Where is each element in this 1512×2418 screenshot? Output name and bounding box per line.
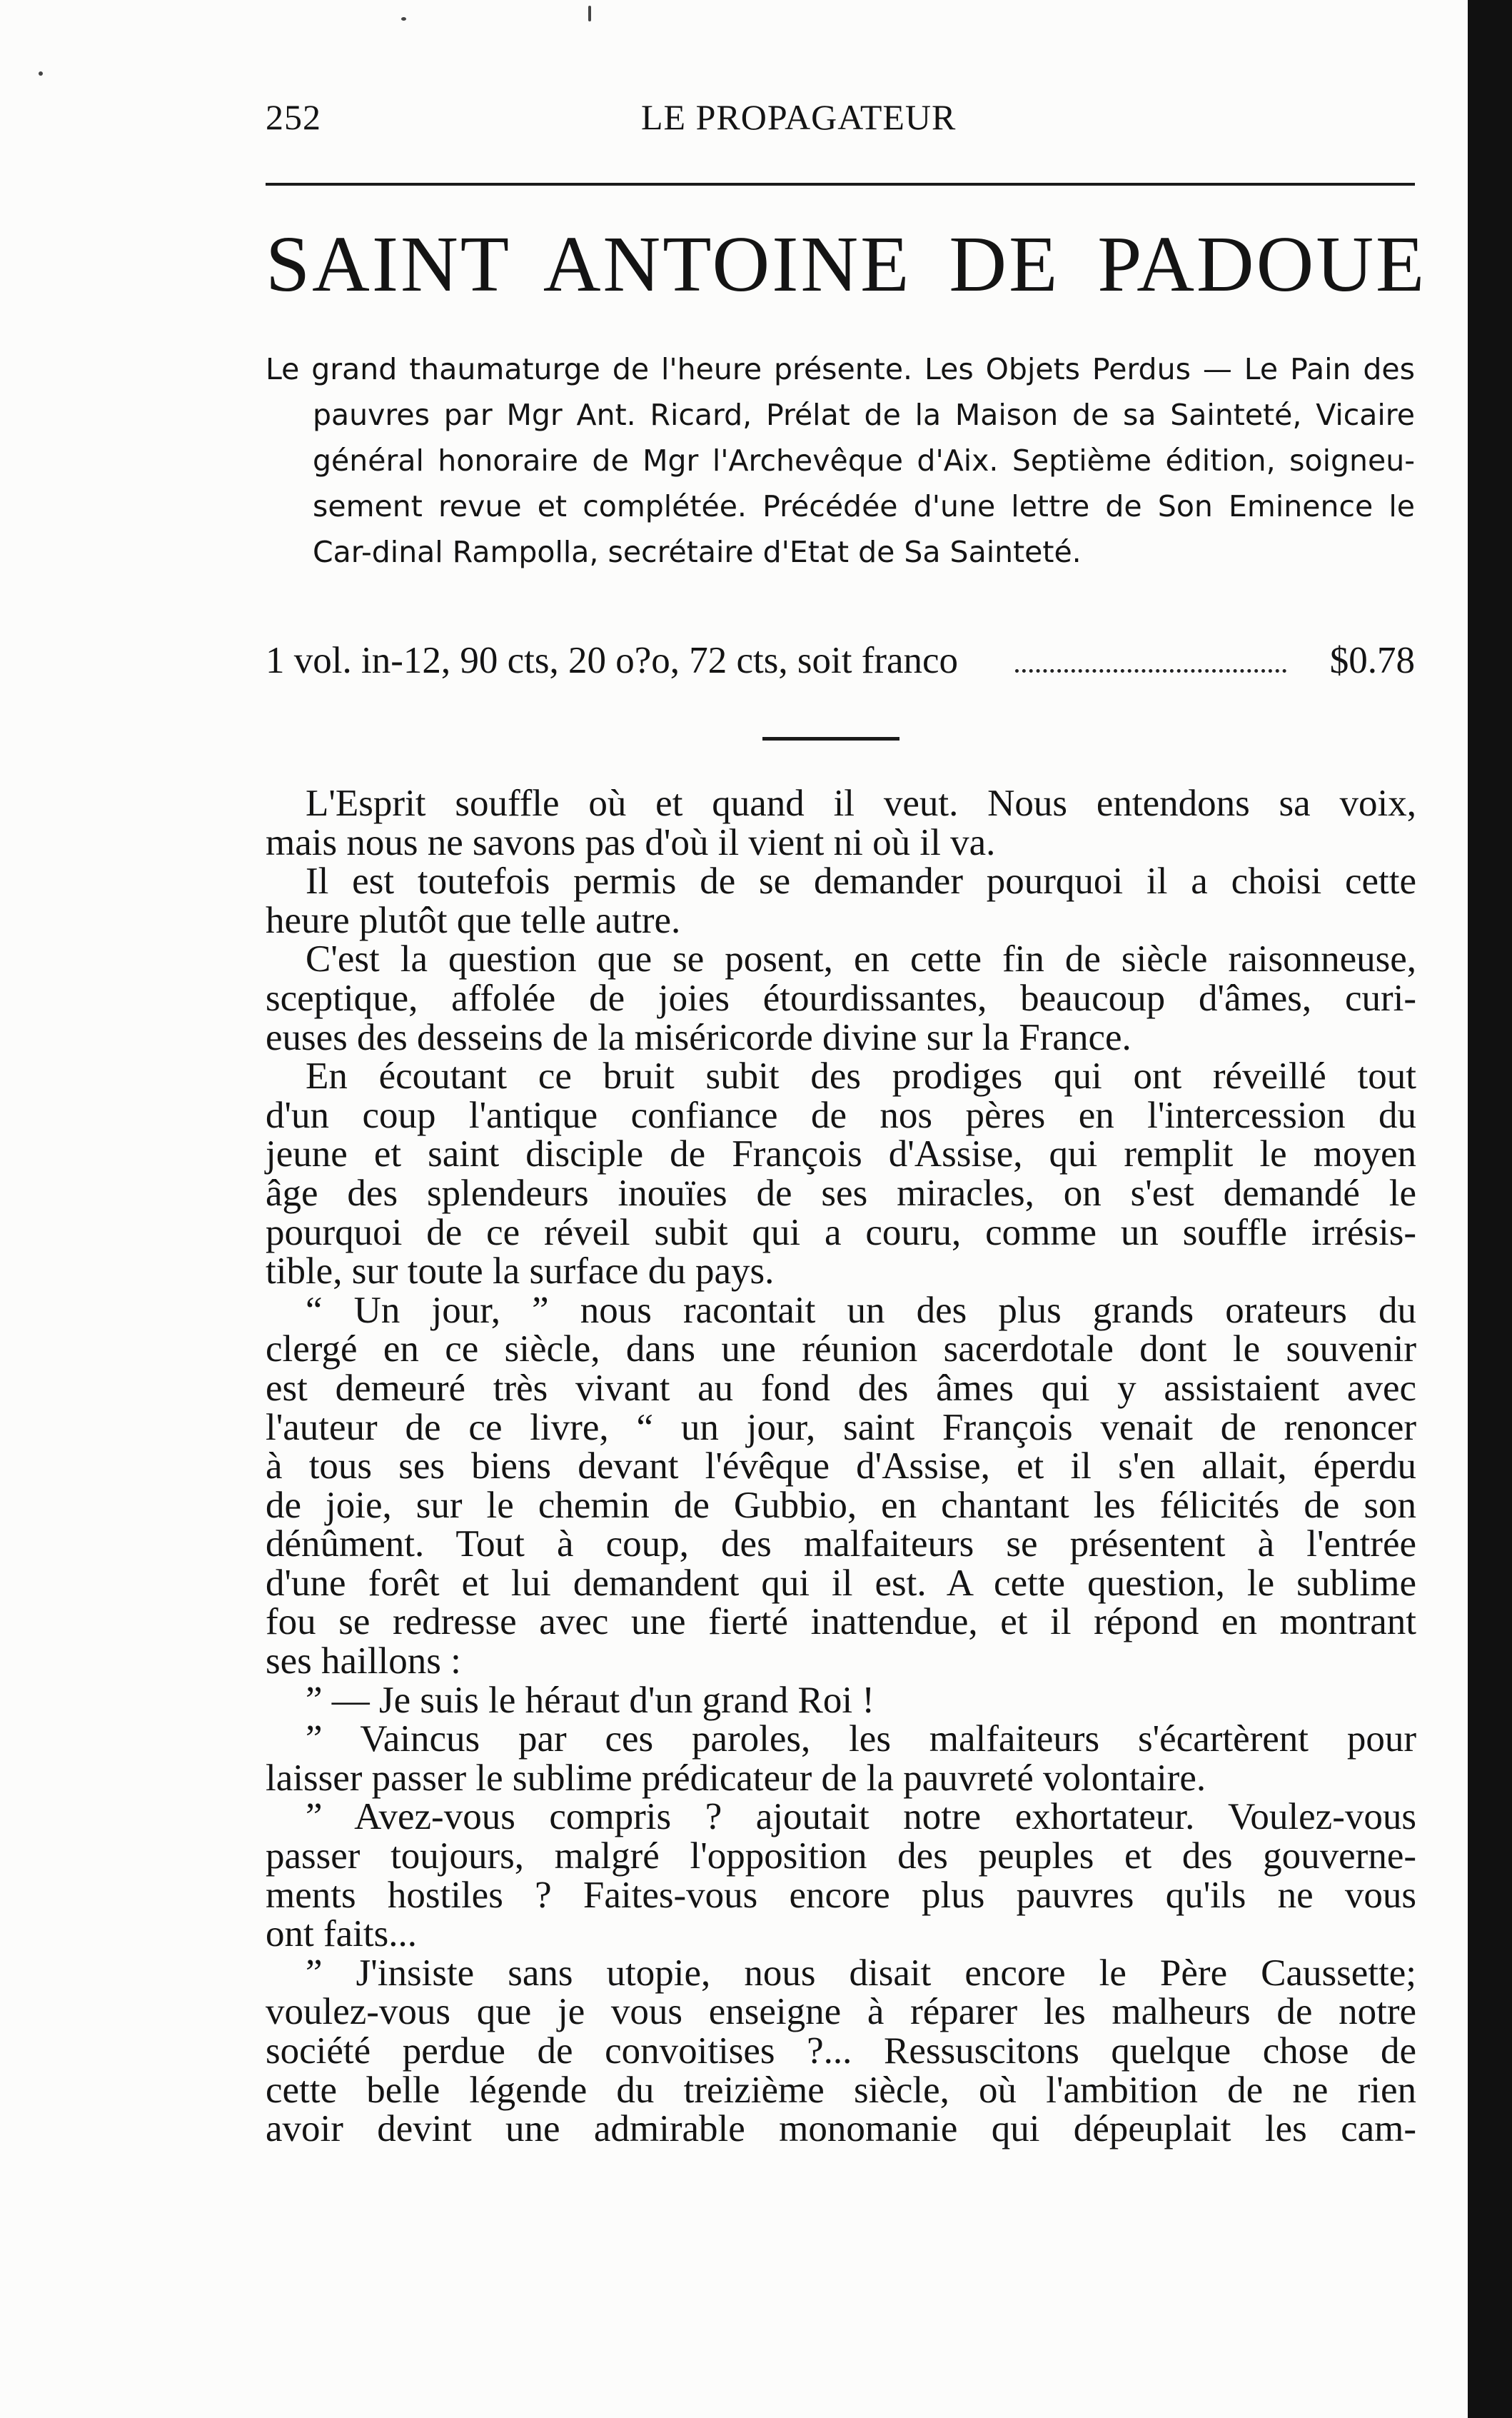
body-line: société perdue de convoitises ?... Ressuscitons quelque chose de	[266, 2030, 1416, 2072]
body-line: clergé en ce siècle, dans une réunion sacerdotale dont le souvenir	[266, 1328, 1416, 1370]
body-line: fou se redresse avec une fierté inattendue, et il répond en montrant	[266, 1601, 1416, 1643]
body-line: euses des desseins de la miséricorde divine sur la France.	[266, 1016, 1132, 1058]
body-line: ont faits...	[266, 1913, 417, 1955]
book-description-text	[266, 346, 1415, 575]
body-line: heure plutôt que telle autre.	[266, 899, 681, 941]
body-line: ” — Je suis le héraut d'un grand Roi !	[306, 1679, 875, 1721]
running-title: LE PROPAGATEUR	[641, 97, 957, 137]
body-line: avoir devint une admirable monomanie qui dépeuplait les cam-	[266, 2108, 1416, 2150]
book-description-line: dinal Rampolla, secrétaire d'Etat de Sa Sainteté.	[371, 535, 1082, 569]
body-line: passer toujours, malgré l'opposition des peuples et des gouverne-	[266, 1835, 1416, 1877]
section-divider	[762, 737, 899, 741]
body-line: d'une forêt et lui demandent qui il est. A cette question, le sublime	[266, 1562, 1416, 1604]
body-line: d'un coup l'antique confiance de nos pères en l'intercession du	[266, 1094, 1416, 1136]
price-leader-dots	[1015, 669, 1286, 673]
body-line: dénûment. Tout à coup, des malfaiteurs se présentent à l'entrée	[266, 1523, 1416, 1565]
book-description-line: pauvres par Mgr Ant. Ricard, Prélat de la Maison de sa Sainteté, Vicaire	[313, 398, 1415, 432]
price-line	[266, 632, 1415, 689]
scan-edge-shadow	[1468, 0, 1512, 2418]
article-body	[266, 784, 1416, 2149]
scan-speck	[588, 6, 591, 21]
body-line: âge des splendeurs inouïes de ses miracles, on s'est demandé le	[266, 1172, 1416, 1214]
header-rule	[266, 183, 1415, 186]
body-line: est demeuré très vivant au fond des âmes qui y assistaient avec	[266, 1367, 1416, 1409]
body-line: tible, sur toute la surface du pays.	[266, 1250, 775, 1293]
body-line: ments hostiles ? Faites-vous encore plus pauvres qu'ils ne vous	[266, 1874, 1416, 1916]
body-line: C'est la question que se posent, en cette fin de siècle raisonneuse,	[306, 938, 1416, 980]
body-line: Il est toutefois permis de se demander pourquoi il a choisi cette	[306, 861, 1416, 903]
book-description-line: sement revue et complétée. Précédée d'une lettre de Son Eminence le Car-	[313, 489, 1415, 569]
book-description-line: général honoraire de Mgr l'Archevêque d'Aix. Septième édition, soigneu-	[313, 443, 1415, 478]
scan-speck	[39, 71, 43, 76]
body-line: L'Esprit souffle où et quand il veut. Nous entendons sa voix,	[306, 783, 1416, 824]
book-description-line: Le grand thaumaturge de l'heure présente. Les Objets Perdus — Le Pain des	[266, 352, 1415, 386]
body-line: ” Vaincus par ces paroles, les malfaiteurs s'écartèrent pour	[306, 1718, 1416, 1760]
body-line: sceptique, affolée de joies étourdissantes, beaucoup d'âmes, curi-	[266, 977, 1416, 1019]
body-line: laisser passer le sublime prédicateur de la pauvreté volontaire.	[266, 1757, 1206, 1799]
price-description: 1 vol. in-12, 90 cts, 20 o?o, 72 cts, soit franco	[266, 640, 959, 681]
book-description	[266, 346, 1415, 575]
scan-speck	[401, 17, 406, 21]
page-number: 252	[266, 97, 321, 137]
body-line: mais nous ne savons pas d'où il vient ni où il va.	[266, 821, 996, 863]
running-head	[266, 91, 1422, 143]
body-line: de joie, sur le chemin de Gubbio, en chantant les félicités de son	[266, 1484, 1416, 1526]
price-value: $0.78	[1329, 640, 1415, 681]
body-line: ” Avez-vous compris ? ajoutait notre exhortateur. Voulez-vous	[306, 1796, 1416, 1838]
body-line: En écoutant ce bruit subit des prodiges qui ont réveillé tout	[306, 1055, 1416, 1098]
body-line: l'auteur de ce livre, “ un jour, saint François venait de renoncer	[266, 1406, 1416, 1448]
body-line: ses haillons :	[266, 1640, 461, 1682]
body-line: “ Un jour, ” nous racontait un des plus grands orateurs du	[306, 1289, 1416, 1331]
body-line: pourquoi de ce réveil subit qui a couru, comme un souffle irrésis-	[266, 1211, 1416, 1253]
body-line: voulez-vous que je vous enseigne à réparer les malheurs de notre	[266, 1991, 1416, 2033]
body-line: ” J'insiste sans utopie, nous disait encore le Père Caussette;	[306, 1952, 1416, 1994]
body-line: à tous ses biens devant l'évêque d'Assise, et il s'en allait, éperdu	[266, 1445, 1416, 1488]
body-line: jeune et saint disciple de François d'Assise, qui remplit le moyen	[266, 1133, 1416, 1175]
article-title: SAINT ANTOINE DE PADOUE	[266, 220, 1427, 308]
body-line: cette belle légende du treizième siècle, où l'ambition de ne rien	[266, 2069, 1416, 2111]
